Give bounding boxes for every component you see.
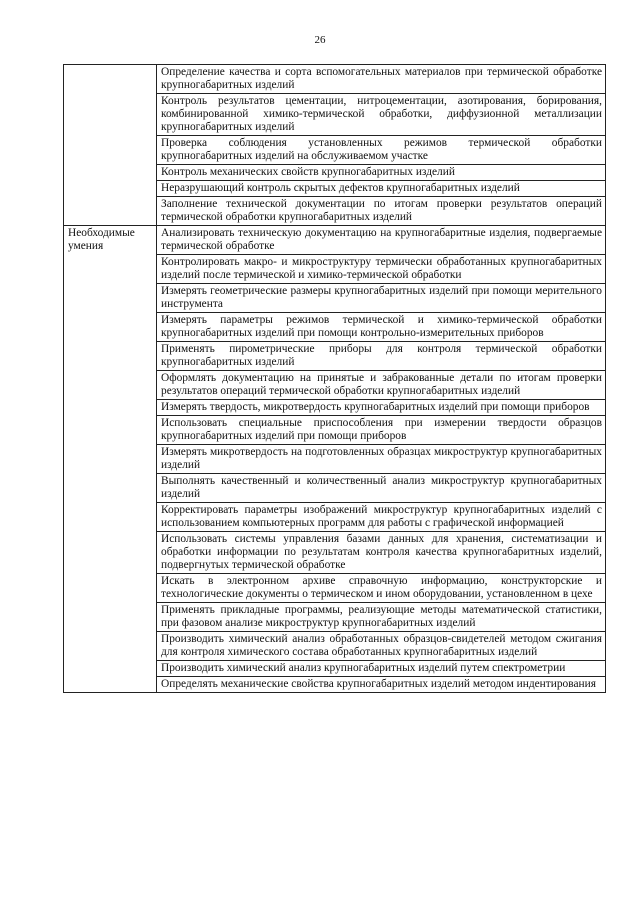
item-text: Определять механические свойства крупногабаритных изделий методом индентирования: [161, 678, 596, 690]
item-text: Определение качества и сорта вспомогательных материалов при термической обработке крупногабаритных изделий: [161, 66, 602, 91]
item-cell: [157, 65, 606, 94]
item-text: Выполнять качественный и количественный анализ микроструктур крупногабаритных изделий: [161, 475, 602, 500]
item-cell: [157, 532, 606, 574]
item-cell: [157, 603, 606, 632]
item-cell: [157, 181, 606, 197]
item-cell: [157, 342, 606, 371]
section-label: Необходимые умения: [68, 227, 135, 252]
item-cell: [157, 474, 606, 503]
item-text: Применять прикладные программы, реализующие методы математической статистики, при фазовом анализе микроструктур крупногабаритных изделий: [161, 604, 602, 629]
item-cell: [157, 136, 606, 165]
item-text: Контролировать макро- и микроструктуру термически обработанных крупногабаритных изделий после термической и химико-термической обработки: [161, 256, 602, 281]
item-cell: [157, 284, 606, 313]
item-cell: [157, 503, 606, 532]
section-label-cell: [64, 226, 157, 693]
item-text: Корректировать параметры изображений микроструктур крупногабаритных изделий с использованием компьютерных программ для работы с графической информацией: [161, 504, 602, 529]
item-cell: [157, 661, 606, 677]
table-row: [64, 65, 606, 94]
item-text: Оформлять документацию на принятые и забракованные детали по итогам проверки результатов операций термической обработки крупногабаритных изделий: [161, 372, 602, 397]
page-number: 26: [314, 34, 326, 46]
item-text: Контроль механических свойств крупногабаритных изделий: [161, 166, 455, 178]
table-body: [64, 65, 606, 693]
item-text: Измерять геометрические размеры крупногабаритных изделий при помощи мерительного инструмента: [161, 285, 602, 310]
item-text: Измерять микротвердость на подготовленных образцах микроструктур крупногабаритных изделий: [161, 446, 602, 471]
item-cell: [157, 677, 606, 693]
item-cell: [157, 574, 606, 603]
item-text: Анализировать техническую документацию на крупногабаритные изделия, подвергаемые термической обработке: [161, 227, 602, 252]
item-cell: [157, 416, 606, 445]
section-label-cell: [64, 65, 157, 226]
item-text: Применять пирометрические приборы для контроля термической обработки крупногабаритных изделий: [161, 343, 602, 368]
item-cell: [157, 445, 606, 474]
item-text: Производить химический анализ крупногабаритных изделий путем спектрометрии: [161, 662, 566, 674]
item-text: Использовать системы управления базами данных для хранения, систематизации и обработки информации по результатам контроля качества крупногабаритных изделий, подвергнутых термической обработке: [161, 533, 602, 571]
item-cell: [157, 197, 606, 226]
table-row: [64, 226, 606, 255]
item-text: Контроль результатов цементации, нитроцементации, азотирования, борирования, комбинированной химико-термической обработки, диффузионной металлизации крупногабаритных изделий: [161, 95, 602, 133]
item-cell: [157, 313, 606, 342]
item-text: Проверка соблюдения установленных режимов термической обработки крупногабаритных изделий на обслуживаемом участке: [161, 137, 602, 162]
item-text: Измерять твердость, микротвердость крупногабаритных изделий при помощи приборов: [161, 401, 590, 413]
item-cell: [157, 371, 606, 400]
item-cell: [157, 255, 606, 284]
requirements-table: [63, 64, 606, 693]
item-cell: [157, 400, 606, 416]
item-cell: [157, 94, 606, 136]
item-text: Искать в электронном архиве справочную информацию, конструкторские и технологические документы о термическом и ином оборудовании, установленном в цехе: [161, 575, 602, 600]
item-cell: [157, 632, 606, 661]
item-cell: [157, 226, 606, 255]
item-text: Заполнение технической документации по итогам проверки результатов операций термической обработки крупногабаритных изделий: [161, 198, 602, 223]
item-text: Неразрушающий контроль скрытых дефектов крупногабаритных изделий: [161, 182, 520, 194]
item-cell: [157, 165, 606, 181]
item-text: Использовать специальные приспособления при измерении твердости образцов крупногабаритных изделий при помощи приборов: [161, 417, 602, 442]
item-text: Производить химический анализ обработанных образцов-свидетелей методом сжигания для контроля химического состава обработанных крупногабаритных изделий: [161, 633, 602, 658]
item-text: Измерять параметры режимов термической и химико-термической обработки крупногабаритных изделий при помощи контрольно-измерительных приборов: [161, 314, 602, 339]
